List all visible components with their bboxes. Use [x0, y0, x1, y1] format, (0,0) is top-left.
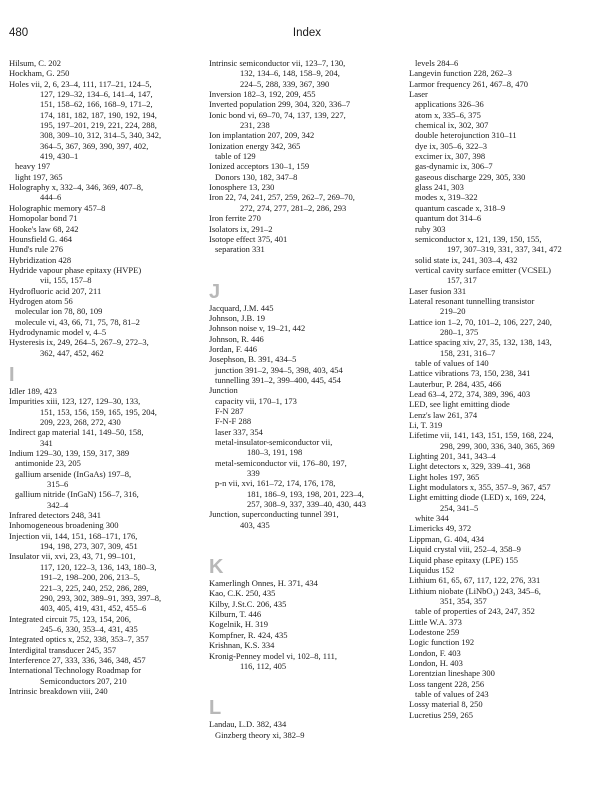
index-entry: Josephson, B. 391, 434–5 [209, 354, 297, 365]
index-entry: Liquid crystal viii, 252–4, 358–9 [409, 544, 521, 555]
index-entry: Hockham, G. 250 [9, 68, 70, 79]
section-gap [209, 530, 381, 556]
index-entry: Inhomogeneous broadening 300 [9, 520, 119, 531]
index-entry-continuation: 127, 129–32, 134–6, 141–4, 147, [40, 89, 153, 100]
section-gap [209, 671, 381, 697]
index-entry: Logic function 192 [409, 637, 475, 648]
page-number: 480 [9, 27, 29, 39]
index-entry: Kilburn, T. 446 [209, 609, 262, 620]
index-subentry: quantum dot 314–6 [415, 213, 482, 224]
index-subentry: capacity vii, 170–1, 173 [215, 395, 297, 406]
index-entry: Lippman, G. 404, 434 [409, 533, 485, 544]
index-entry: Integrated circuit 75, 123, 154, 206, [9, 613, 132, 624]
index-entry-continuation: 231, 238 [240, 120, 270, 131]
index-entry: Ionosphere 13, 230 [209, 182, 275, 193]
index-entry: Idler 189, 423 [9, 385, 57, 396]
section-letter: L [209, 697, 222, 720]
index-entry-continuation: vii, 155, 157–8 [40, 275, 92, 286]
index-entry: Johnson, R. 446 [209, 333, 264, 344]
index-subentry: excimer ix, 307, 398 [415, 151, 486, 162]
index-entry: Holography x, 332–4, 346, 369, 407–8, [9, 182, 144, 193]
index-entry: Hydrogen atom 56 [9, 295, 73, 306]
index-subentry: p-n vii, xvi, 161–72, 174, 176, 178, [215, 478, 336, 489]
index-subentry: atom x, 335–6, 375 [415, 109, 481, 120]
index-entry: Loss tangent 228, 256 [409, 678, 485, 689]
index-entry: Iron ferrite 270 [209, 213, 261, 224]
index-entry-continuation: 257, 308–9, 337, 339–40, 430, 443 [247, 499, 366, 510]
index-column-2 [209, 58, 381, 740]
index-subentry: quantum cascade x, 318–9 [415, 202, 506, 213]
index-entry: Krishnan, K.S. 334 [209, 640, 275, 651]
index-entry-continuation: 221–3, 225, 240, 252, 286, 289, [40, 582, 149, 593]
index-entry: Injection vii, 144, 151, 168–171, 176, [9, 530, 138, 541]
index-entry: Lauterbur, P. 284, 435, 466 [409, 378, 502, 389]
index-entry-continuation: 181, 186–9, 193, 198, 201, 223–4, [247, 488, 364, 499]
index-entry: Kilby, J.St.C. 206, 435 [209, 598, 287, 609]
index-entry-continuation: 419, 430–1 [40, 151, 79, 162]
section-letter: K [209, 556, 224, 579]
index-entry: Hooke's law 68, 242 [9, 223, 79, 234]
index-entry: Light emitting diode (LED) x, 169, 224, [409, 492, 546, 503]
index-subentry: F-N 287 [215, 405, 244, 416]
index-entry-continuation: 280–1, 375 [440, 326, 479, 337]
index-entry-continuation: 444–6 [40, 192, 62, 203]
index-subentry: gallium arsenide (InGaAs) 197–8, [15, 468, 132, 479]
index-entry: Insulator vii, xvi, 23, 43, 71, 99–101, [9, 551, 136, 562]
index-entry: Isotope effect 375, 401 [209, 233, 288, 244]
index-entry: Johnson noise v, 19–21, 442 [209, 323, 306, 334]
index-entry: Hydrodynamic model v, 4–5 [9, 326, 107, 337]
index-entry-continuation: 245–6, 330, 353–4, 431, 435 [40, 623, 138, 634]
index-entry: Light detectors x, 329, 339–41, 368 [409, 461, 531, 472]
index-entry-continuation: 364–5, 367, 369, 390, 397, 402, [40, 140, 149, 151]
index-subentry: antimonide 23, 205 [15, 458, 81, 469]
index-entry-continuation: 342–4 [47, 499, 69, 510]
index-entry: Junction, superconducting tunnel 391, [209, 509, 339, 520]
index-entry: Lucretius 259, 265 [409, 709, 473, 720]
index-subentry: F-N-F 288 [215, 416, 252, 427]
index-subentry: tunnelling 391–2, 399–400, 445, 454 [215, 374, 341, 385]
index-entry: Lithium 61, 65, 67, 117, 122, 276, 331 [409, 575, 541, 586]
index-column-3 [409, 58, 581, 720]
index-entry: Ionic bond vi, 69–70, 74, 137, 139, 227, [209, 109, 346, 120]
index-subentry: dye ix, 305–6, 322–3 [415, 140, 488, 151]
index-entry: Johnson, J.B. 19 [209, 312, 265, 323]
index-entry: Lifetime vii, 141, 143, 151, 159, 168, 224, [409, 430, 554, 441]
index-subentry: table of 129 [215, 151, 256, 162]
index-entry: Kao, C.K. 250, 435 [209, 588, 276, 599]
index-subentry: Ginzberg theory xi, 382–9 [215, 729, 305, 740]
index-entry-continuation: 339 [247, 468, 260, 479]
index-entry-continuation: 298, 299, 300, 336, 340, 365, 369 [440, 440, 555, 451]
index-entry: Lattice ion 1–2, 70, 101–2, 106, 227, 240, [409, 316, 552, 327]
index-entry: Landau, L.D. 382, 434 [209, 719, 287, 730]
index-entry-continuation: 132, 134–6, 148, 158–9, 204, [240, 68, 340, 79]
index-entry: Hydrofluoric acid 207, 211 [9, 285, 102, 296]
index-entry: Langevin function 228, 262–3 [409, 68, 512, 79]
index-entry: Interference 27, 333, 336, 346, 348, 457 [9, 654, 146, 665]
index-entry-continuation: 151, 158–62, 166, 168–9, 171–2, [40, 99, 153, 110]
index-entry-continuation: 116, 112, 405 [240, 660, 287, 671]
index-entry-continuation: 191–2, 198–200, 206, 213–5, [40, 572, 140, 583]
index-entry: LED, see light emitting diode [409, 399, 510, 410]
index-subentry: Donors 130, 182, 347–8 [215, 171, 298, 182]
index-entry-continuation: 219–20 [440, 306, 466, 317]
index-entry-continuation: 157, 317 [447, 275, 477, 286]
index-subentry: table of values of 140 [415, 357, 489, 368]
index-entry-continuation: 272, 274, 277, 281–2, 286, 293 [240, 202, 347, 213]
index-entry-continuation: 158, 231, 316–7 [440, 347, 496, 358]
index-subentry: solid state ix, 241, 303–4, 432 [415, 254, 518, 265]
index-subentry: glass 241, 303 [415, 182, 464, 193]
index-entry: Laser fusion 331 [409, 285, 467, 296]
index-entry: London, H. 403 [409, 657, 463, 668]
index-entry-continuation: 194, 198, 273, 307, 309, 451 [40, 541, 138, 552]
index-entry-continuation: 195, 197–201, 219, 221, 224, 288, [40, 120, 157, 131]
index-entry: Infrared detectors 248, 341 [9, 510, 102, 521]
index-subentry: double heterojunction 310–11 [415, 130, 517, 141]
index-entry-continuation: 351, 354, 357 [440, 595, 487, 606]
index-entry: Jordan, F. 446 [209, 343, 257, 354]
page-title: Index [292, 27, 322, 39]
index-entry: Lattice spacing xiv, 27, 35, 132, 138, 143, [409, 337, 552, 348]
index-entry: Lead 63–4, 272, 374, 389, 396, 403 [409, 389, 531, 399]
index-entry: Hilsum, C. 202 [9, 58, 61, 68]
index-subentry: chemical ix, 302, 307 [415, 120, 489, 131]
index-entry: Lighting 201, 341, 343–4 [409, 451, 496, 462]
index-entry-continuation: 403, 435 [240, 519, 270, 530]
index-entry: Light holes 197, 365 [409, 471, 480, 482]
index-entry: Lodestone 259 [409, 626, 460, 637]
index-subentry: metal-insulator-semiconductor vii, [215, 437, 333, 447]
index-subentry: modes x, 319–322 [415, 192, 478, 203]
index-entry-continuation: 174, 181, 182, 187, 190, 192, 194, [40, 109, 157, 120]
index-subentry: junction 391–2, 394–5, 398, 403, 454 [215, 364, 343, 375]
index-entry: Indium 129–30, 139, 159, 317, 389 [9, 448, 130, 459]
index-entry: Interdigital transducer 245, 357 [9, 644, 117, 655]
index-entry: Li, T. 319 [409, 420, 443, 431]
index-entry: Hydride vapour phase epitaxy (HVPE) [9, 264, 142, 275]
index-subentry: molecule vi, 43, 66, 71, 75, 78, 81–2 [15, 316, 140, 327]
index-entry: Inverted population 299, 304, 320, 336–7 [209, 99, 351, 110]
section-gap [209, 255, 381, 281]
index-subentry: applications 326–36 [415, 99, 484, 110]
index-entry-continuation: 362, 447, 452, 462 [40, 347, 104, 358]
index-entry: Little W.A. 373 [409, 616, 462, 627]
index-entry: Impurities xiii, 123, 127, 129–30, 133, [9, 396, 141, 407]
index-entry: Hybridization 428 [9, 254, 72, 265]
index-subentry: gallium nitride (InGaN) 156–7, 316, [15, 489, 139, 500]
index-column-1 [9, 58, 181, 696]
index-subentry: heavy 197 [15, 161, 51, 172]
index-entry: Lossy material 8, 250 [409, 699, 483, 710]
index-entry: Holes vii, 2, 6, 23–4, 111, 117–21, 124–5, [9, 78, 152, 89]
index-subentry: white 344 [415, 513, 449, 524]
index-entry: Ion implantation 207, 209, 342 [209, 130, 315, 141]
index-entry: Intrinsic breakdown viii, 240 [9, 685, 108, 696]
index-entry: Kamerlingh Onnes, H. 371, 434 [209, 578, 318, 589]
index-entry: Inversion 182–3, 192, 209, 455 [209, 89, 316, 100]
index-subentry: table of values of 243 [415, 688, 489, 699]
index-entry-continuation: 254, 341–5 [440, 502, 479, 513]
index-entry-continuation: 117, 120, 122–3, 136, 143, 180–3, [40, 561, 157, 572]
page-header [9, 27, 605, 43]
index-subentry: semiconductor x, 121, 139, 150, 155, [415, 233, 542, 244]
index-entry: Iron 22, 74, 241, 257, 259, 262–7, 269–70, [209, 192, 355, 203]
index-entry: International Technology Roadmap for [9, 665, 142, 676]
index-entry: Holographic memory 457–8 [9, 202, 106, 213]
index-subentry: laser 337, 354 [215, 426, 263, 437]
index-entry: Laser [409, 89, 428, 100]
index-entry: Larmor frequency 261, 467–8, 470 [409, 78, 528, 89]
index-entry: Indirect gap material 141, 149–50, 158, [9, 427, 144, 438]
index-subentry: gaseous discharge 229, 305, 330 [415, 171, 526, 182]
index-entry: Jacquard, J.M. 445 [209, 302, 274, 313]
index-entry-continuation: 151, 153, 156, 159, 165, 195, 204, [40, 406, 157, 417]
index-entry: Lorentzian lineshape 300 [409, 668, 495, 679]
index-entry-continuation: 180–3, 191, 198 [247, 447, 303, 458]
index-entry: Ionized acceptors 130–1, 159 [209, 161, 310, 172]
index-entry: Junction [209, 385, 238, 396]
index-entry: Hysteresis ix, 249, 264–5, 267–9, 272–3, [9, 337, 149, 348]
index-entry: Kogelnik, H. 319 [209, 619, 269, 630]
index-entry-continuation: Semiconductors 207, 210 [40, 675, 127, 686]
index-entry: Hounsfield G. 464 [9, 233, 73, 244]
index-entry: Lateral resonant tunnelling transistor [409, 295, 535, 306]
index-entry-continuation: 341 [40, 437, 53, 448]
index-subentry: table of properties of 243, 247, 352 [415, 606, 535, 617]
section-letter: I [9, 363, 15, 386]
index-entry: Lithium niobate (LiNbO₃) 243, 345–6, [409, 585, 541, 596]
index-subentry: vertical cavity surface emitter (VCSEL) [415, 264, 551, 275]
index-subentry: ruby 303 [415, 223, 446, 234]
index-entry: Hund's rule 276 [9, 244, 63, 255]
index-entry: Liquidus 152 [409, 564, 455, 575]
index-entry: Kronig-Penney model vi, 102–8, 111, [209, 650, 338, 661]
index-subentry: light 197, 365 [15, 171, 63, 182]
index-entry: Isolators ix, 291–2 [209, 223, 273, 234]
index-entry: Ionization energy 342, 365 [209, 140, 301, 151]
index-entry: Kompfner, R. 424, 435 [209, 629, 288, 640]
index-entry: London, F. 403 [409, 647, 461, 658]
index-entry-continuation: 197, 307–319, 331, 337, 341, 472 [447, 244, 562, 255]
index-entry: Liquid phase epitaxy (LPE) 155 [409, 554, 519, 565]
index-entry-continuation: 403, 405, 419, 431, 452, 455–6 [40, 603, 147, 614]
index-entry: Limericks 49, 372 [409, 523, 472, 534]
index-entry: Light modulators x, 355, 357–9, 367, 457 [409, 482, 551, 493]
index-subentry: levels 284–6 [415, 58, 459, 68]
index-entry: Homopolar bond 71 [9, 213, 78, 224]
index-entry-continuation: 308, 309–10, 312, 314–5, 340, 342, [40, 130, 162, 141]
index-entry: Lenz's law 261, 374 [409, 409, 478, 420]
section-letter: J [209, 280, 221, 303]
index-entry-continuation: 315–6 [47, 479, 69, 490]
index-subentry: molecular ion 78, 80, 109 [15, 306, 103, 317]
index-entry-continuation: 209, 223, 268, 272, 430 [40, 417, 121, 427]
index-subentry: gas-dynamic ix, 306–7 [415, 161, 493, 172]
index-entry: Lattice vibrations 73, 150, 238, 341 [409, 368, 531, 379]
index-entry-continuation: 290, 293, 302, 389–91, 393, 397–8, [40, 592, 162, 603]
index-subentry: metal-semiconductor vii, 176–80, 197, [215, 457, 347, 468]
index-entry: Integrated optics x, 252, 338, 353–7, 357 [9, 634, 149, 645]
index-subentry: separation 331 [215, 244, 265, 255]
index-entry: Intrinsic semiconductor vii, 123–7, 130, [209, 58, 346, 68]
index-entry-continuation: 224–5, 288, 339, 367, 390 [240, 78, 330, 89]
